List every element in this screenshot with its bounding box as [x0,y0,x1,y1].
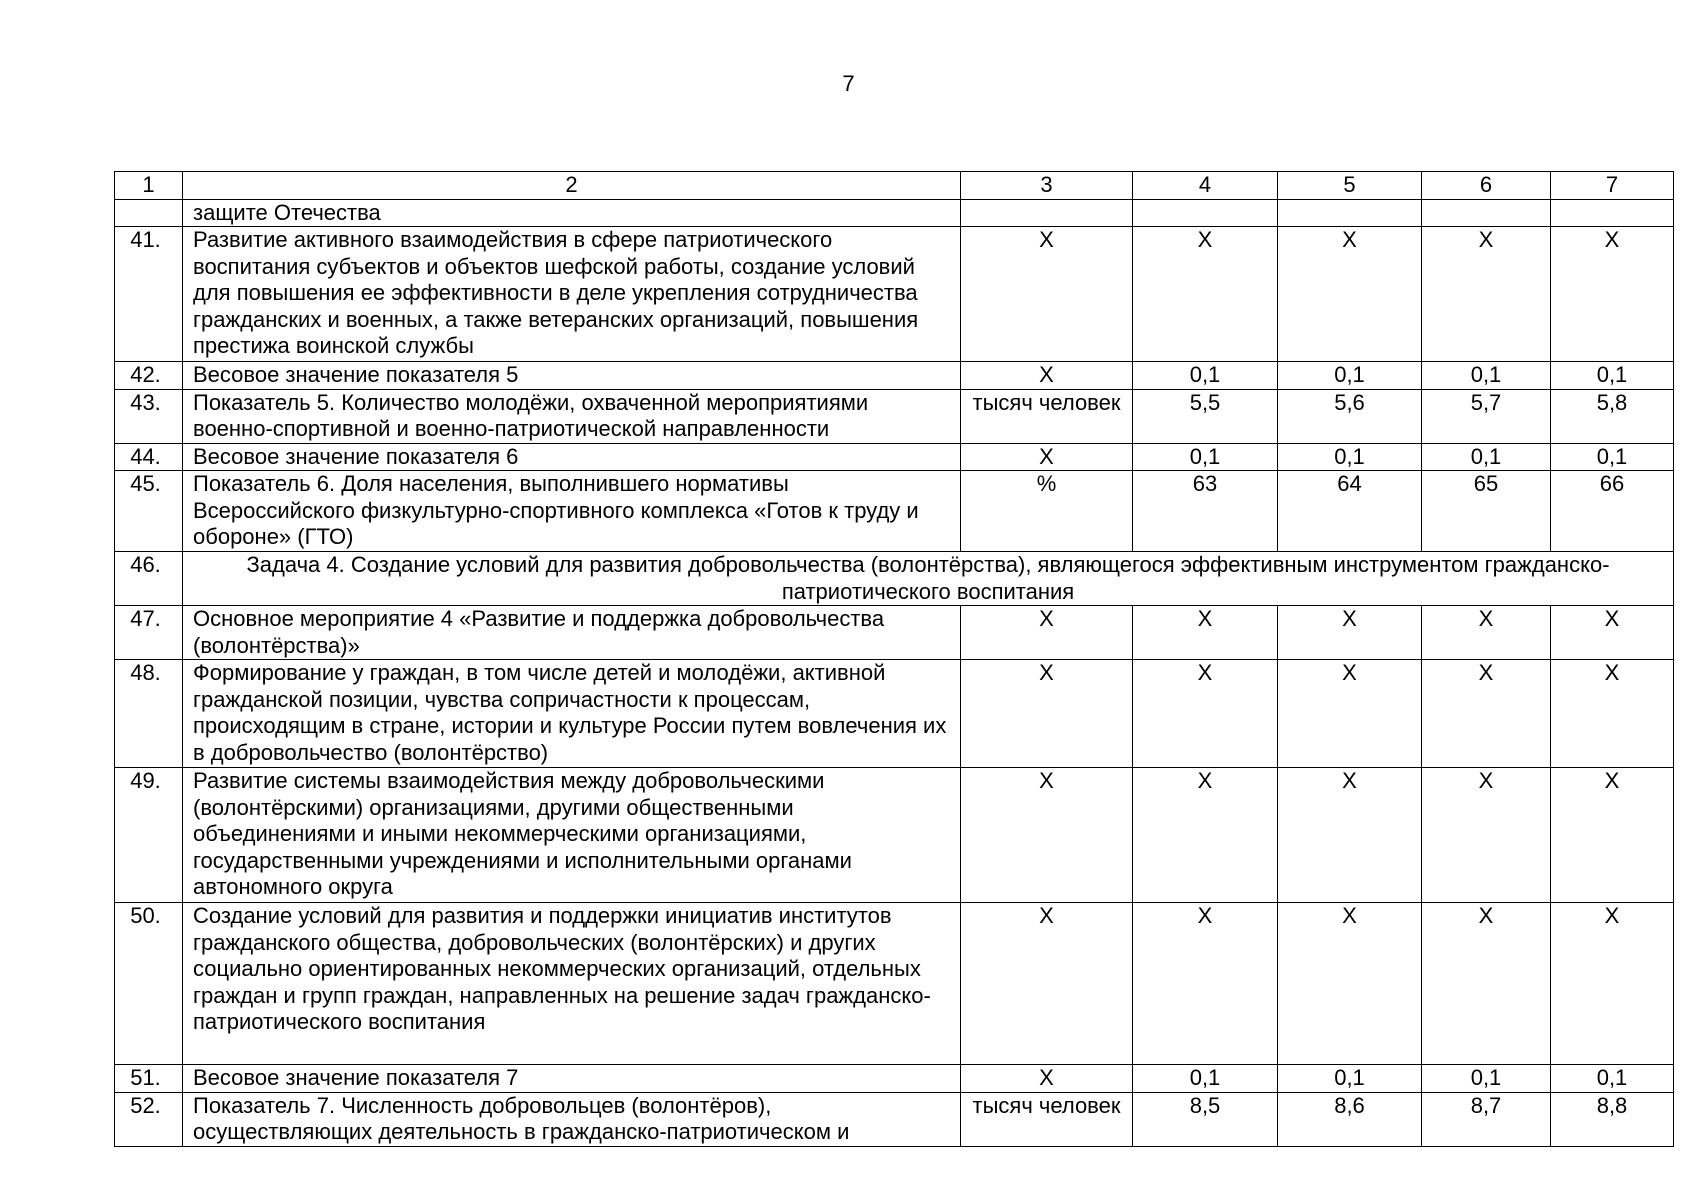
table-row [115,362,1674,390]
unit-cell: Х [961,768,1133,903]
table-row [115,903,1674,1065]
value-col-5: Х [1278,227,1422,362]
row-number: 51. [115,1065,183,1093]
value-col-5: Х [1278,660,1422,768]
unit-cell: Х [961,606,1133,660]
indicator-text: Весовое значение показателя 7 [183,1065,961,1093]
value-col-6: Х [1422,227,1551,362]
unit-cell: тысяч человек [961,1092,1133,1146]
task-heading: Задача 4. Создание условий для развития добровольчества (волонтёрства), являющегося эффективным инструментом гражданско-патриотического воспитания [183,552,1674,606]
value-col-4: 0,1 [1133,443,1278,471]
indicator-text: Развитие системы взаимодействия между добровольческими (волонтёрскими) организациями, другими общественными объединениями и иными некоммерческими организациями, государственными учреждениями и исполнительными органами автономного округа [183,768,961,903]
unit-cell: Х [961,1065,1133,1093]
header-cell: 1 [115,172,183,200]
value-col-7: 0,1 [1551,1065,1674,1093]
value-col-7: 66 [1551,471,1674,552]
value-col-4: Х [1133,903,1278,1065]
table-row [115,1092,1674,1146]
value-col-6: 5,7 [1422,389,1551,443]
unit-cell: тысяч человек [961,389,1133,443]
indicator-text: Основное мероприятие 4 «Развитие и поддержка добровольчества (волонтёрства)» [183,606,961,660]
unit-cell: Х [961,227,1133,362]
header-cell: 5 [1278,172,1422,200]
value-col-7: 0,1 [1551,443,1674,471]
unit-cell [961,199,1133,227]
unit-cell: Х [961,443,1133,471]
value-col-4: 0,1 [1133,362,1278,390]
value-col-4 [1133,199,1278,227]
indicator-text: защите Отечества [183,199,961,227]
value-col-7: 8,8 [1551,1092,1674,1146]
value-col-7: Х [1551,903,1674,1065]
indicator-text: Показатель 6. Доля населения, выполнившего нормативы Всероссийского физкультурно-спортивного комплекса «Готов к труду и обороне» (ГТО) [183,471,961,552]
value-col-4: Х [1133,660,1278,768]
value-col-6: Х [1422,903,1551,1065]
value-col-6: 0,1 [1422,443,1551,471]
value-col-5: 0,1 [1278,443,1422,471]
indicator-text: Показатель 5. Количество молодёжи, охваченной мероприятиями военно-спортивной и военно-патриотической направленности [183,389,961,443]
header-cell: 2 [183,172,961,200]
table-row [115,199,1674,227]
row-number: 52. [115,1092,183,1146]
value-col-6: Х [1422,768,1551,903]
value-col-4: 5,5 [1133,389,1278,443]
row-number: 49. [115,768,183,903]
value-col-7: Х [1551,606,1674,660]
value-col-4: Х [1133,227,1278,362]
table-row [115,471,1674,552]
value-col-5: Х [1278,768,1422,903]
table-row [115,606,1674,660]
table-row [115,552,1674,606]
value-col-5: 0,1 [1278,362,1422,390]
value-col-6: Х [1422,606,1551,660]
row-number: 45. [115,471,183,552]
value-col-6: 0,1 [1422,1065,1551,1093]
row-number: 41. [115,227,183,362]
value-col-5: Х [1278,903,1422,1065]
table-row [115,768,1674,903]
unit-cell: Х [961,660,1133,768]
value-col-7: Х [1551,227,1674,362]
value-col-5: 5,6 [1278,389,1422,443]
page-number: 7 [842,71,855,96]
row-number: 47. [115,606,183,660]
value-col-4: 0,1 [1133,1065,1278,1093]
table-row [115,443,1674,471]
value-col-6: 65 [1422,471,1551,552]
row-number: 43. [115,389,183,443]
value-col-4: 8,5 [1133,1092,1278,1146]
row-number [115,199,183,227]
value-col-5: 64 [1278,471,1422,552]
indicator-text: Показатель 7. Численность добровольцев (волонтёров), осуществляющих деятельность в гражданско-патриотическом и [183,1092,961,1146]
unit-cell: % [961,471,1133,552]
value-col-7: Х [1551,768,1674,903]
indicator-text: Весовое значение показателя 5 [183,362,961,390]
indicator-text: Создание условий для развития и поддержки инициатив институтов гражданского общества, добровольческих (волонтёрских) и других социально ориентированных некоммерческих организаций, отдельных граждан и групп граждан, направленных на решение задач гражданско-патриотического воспитания [183,903,961,1065]
value-col-5: Х [1278,606,1422,660]
row-number: 42. [115,362,183,390]
indicator-text: Развитие активного взаимодействия в сфере патриотического воспитания субъектов и объектов шефской работы, создание условий для повышения ее эффективности в деле укрепления сотрудничества гражданских и военных, а также ветеранских организаций, повышения престижа воинской службы [183,227,961,362]
row-number: 50. [115,903,183,1065]
table-row [115,1065,1674,1093]
value-col-6 [1422,199,1551,227]
row-number: 46. [115,552,183,606]
unit-cell: Х [961,903,1133,1065]
header-cell: 4 [1133,172,1278,200]
indicator-text: Весовое значение показателя 6 [183,443,961,471]
header-cell: 6 [1422,172,1551,200]
table-row [115,660,1674,768]
table-header-row [115,172,1674,200]
row-number: 48. [115,660,183,768]
value-col-7: Х [1551,660,1674,768]
value-col-4: 63 [1133,471,1278,552]
row-number: 44. [115,443,183,471]
table-row [115,389,1674,443]
value-col-7: 5,8 [1551,389,1674,443]
indicator-text: Формирование у граждан, в том числе детей и молодёжи, активной гражданской позиции, чувства сопричастности к процессам, происходящим в стране, истории и культуре России путем вовлечения их в добровольчество (волонтёрство) [183,660,961,768]
value-col-6: 8,7 [1422,1092,1551,1146]
value-col-5 [1278,199,1422,227]
table-row [115,227,1674,362]
value-col-6: 0,1 [1422,362,1551,390]
value-col-4: Х [1133,768,1278,903]
value-col-5: 8,6 [1278,1092,1422,1146]
value-col-7: 0,1 [1551,362,1674,390]
value-col-6: Х [1422,660,1551,768]
value-col-7 [1551,199,1674,227]
value-col-5: 0,1 [1278,1065,1422,1093]
header-cell: 7 [1551,172,1674,200]
header-cell: 3 [961,172,1133,200]
unit-cell: Х [961,362,1133,390]
indicators-table [114,171,1674,1147]
value-col-4: Х [1133,606,1278,660]
